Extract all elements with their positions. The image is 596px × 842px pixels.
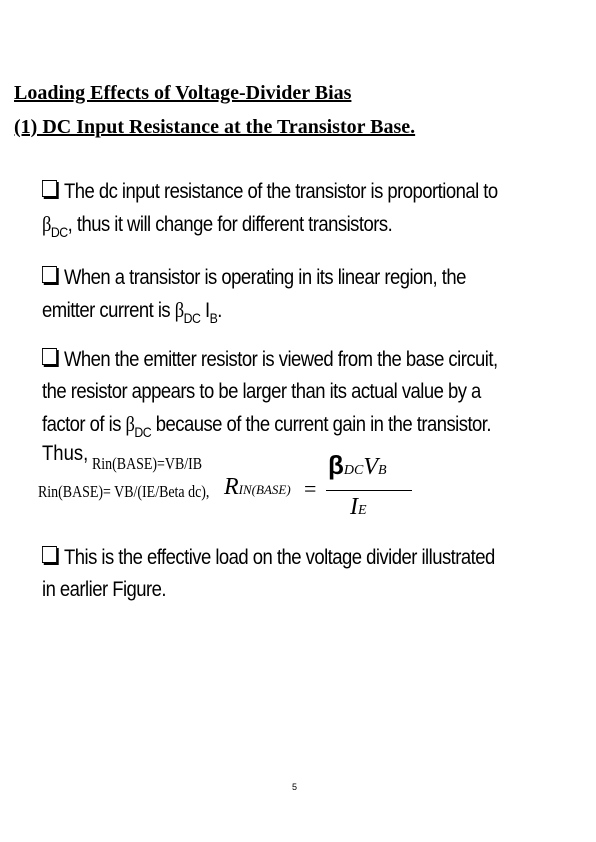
bullet-1-text-a: The dc input resistance of the transistor is proportional to — [64, 180, 498, 203]
bullet-3-text-a: When the emitter resistor is viewed from the base circuit, — [64, 348, 498, 371]
beta-symbol: β — [328, 450, 344, 480]
bullet-2-text-a: When a transistor is operating in its linear region, the — [64, 266, 466, 289]
bullet-paragraph-1 — [42, 176, 561, 248]
subscript: DC — [183, 310, 201, 326]
formula-v-subscript: B — [378, 463, 387, 478]
bullet-3-text-b: the resistor appears to be larger than its actual value by a — [42, 380, 481, 403]
beta-symbol: β — [42, 212, 51, 236]
formula-r: R — [224, 474, 239, 500]
section-heading: Loading Effects of Voltage-Divider Bias — [14, 82, 352, 104]
formula-equals: = — [304, 476, 317, 501]
formula-r-subscript: IN(BASE) — [238, 482, 291, 497]
formula-numerator — [328, 450, 387, 481]
bullet-paragraph-4 — [42, 542, 561, 606]
rin-base-formula — [224, 450, 424, 540]
equation-line-2: Rin(BASE)= VB/(IE/Beta dc), — [38, 482, 210, 501]
bullet-paragraph-3 — [42, 344, 561, 448]
page-number: 5 — [292, 782, 298, 792]
formula-denominator — [350, 494, 367, 521]
ib-symbol: I — [200, 299, 210, 322]
bullet-2-text-b: emitter current is — [42, 299, 175, 322]
subsection-heading: (1) DC Input Resistance at the Transistor Base. — [14, 116, 416, 138]
beta-symbol: β — [174, 298, 184, 322]
bullet-1-text-b: , thus it will change for different transistors. — [67, 213, 393, 236]
fraction-bar — [326, 490, 412, 491]
subscript: DC — [50, 224, 68, 240]
formula-lhs — [224, 474, 291, 501]
checkbox-bullet-icon — [42, 266, 57, 283]
thus-label: Thus, — [42, 442, 89, 465]
beta-symbol: β — [125, 412, 135, 436]
checkbox-bullet-icon — [42, 180, 57, 197]
bullet-3-text-d: because of the current gain in the transistor. — [151, 413, 492, 436]
equation-line-1: Rin(BASE)=VB/IB — [92, 454, 203, 473]
bullet-4-text-b: in earlier Figure. — [42, 578, 167, 601]
period: . — [217, 299, 222, 322]
bullet-3-text-c: factor of is — [42, 413, 126, 436]
formula-i-subscript: E — [358, 503, 367, 518]
formula-i: I — [350, 494, 358, 520]
formula-v: V — [363, 454, 378, 480]
checkbox-bullet-icon — [42, 348, 57, 365]
checkbox-bullet-icon — [42, 546, 57, 563]
subscript: DC — [134, 424, 152, 440]
bullet-4-text-a: This is the effective load on the voltage divider illustrated — [64, 546, 495, 569]
subscript: B — [209, 310, 218, 326]
formula-beta-subscript: DC — [343, 463, 364, 478]
bullet-paragraph-2 — [42, 262, 561, 334]
